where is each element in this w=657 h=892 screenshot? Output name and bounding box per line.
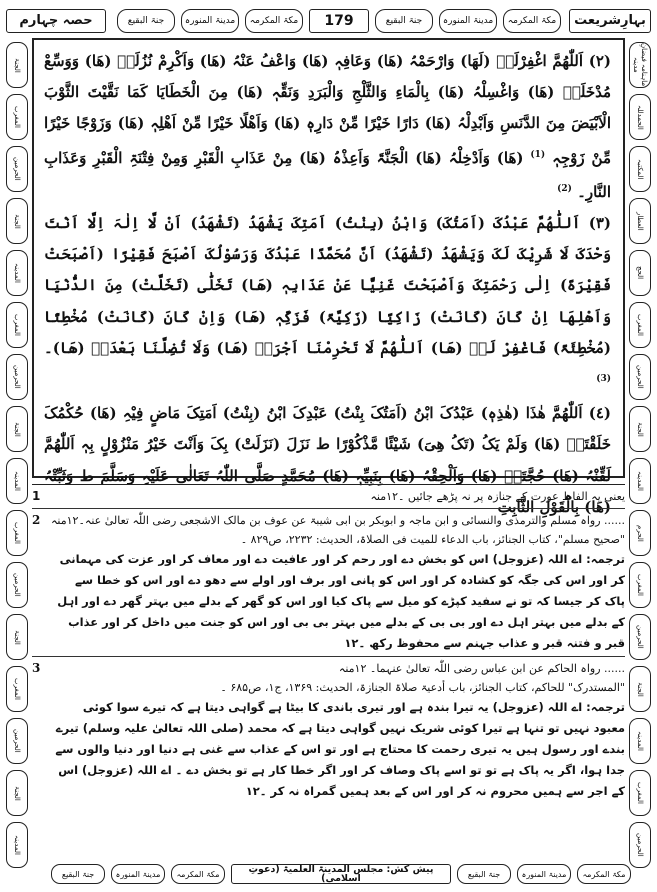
footnote-text: ...... رواہ الحاکم عن ابن عباس رضی اللّٰہ تعالیٰ عنہما۔ ۱۲منہ bbox=[338, 662, 625, 675]
prayer-4: (٤) اَللّٰھُمَّ ھٰذَا (ھٰذِہٖ) عَبْدُکَ ابْنُ (اَمَتُکَ بِنْتُ) عَبْدِکَ ابْنُ (بِنْتُ) اَمَتِکَ مَاضٍ فِیْہِ (ھَا) حُکْمُکَ خَلَقْتَہٗ (ھَا) وَلَمْ یَکُ (تَکُ ھِیَ) شَیْئًا مَّذْکُوْرًا ط نَزَلَ (نَزَلَتْ) بِکَ وَاَنْتَ خَیْرُ مَنْزُوْلٍ بِہٖ اَللّٰھُمَّ لَقِّنْہُ (ھَا) حُجَّتَہٗ (ھَا) وَاَلْحِقْہُ (ھَا) بِنَبِیِّہٖ (ھَا) مُحَمَّدٍ صَلَّی اللّٰہُ تَعَالٰی عَلَیْہِ وَسَلَّمَ ط وَثَبِّتْہُ (ھَا) بِالْقَوْلِ الثَّابِتِ bbox=[44, 404, 611, 516]
right-side-strip bbox=[629, 38, 651, 878]
side-tab: المدینہ bbox=[629, 458, 651, 504]
side-tab: المغرب bbox=[6, 302, 28, 348]
side-tab: المدینہ bbox=[6, 822, 28, 868]
side-tab: المکتبہ bbox=[629, 146, 651, 192]
side-tab: الجنۃ bbox=[6, 770, 28, 816]
prayer-2-text: (٢) اَللّٰھُمَّ اغْفِرْلَہٗ (لَھَا) وَارْحَمْہُ (ھَا) وَعَافِہٖ (ھَا) وَاعْفُ عَنْہُ (ھَا) وَاَکْرِمْ نُزُلَہٗ (ھَا) وَوَسِّعْ مُدْخَلَہٗ (ھَا) وَاغْسِلْہُ (ھَا) بِالْمَاءِ وَالثَّلْجِ وَالْبَرَدِ وَنَقِّہٖ (ھَا) مِنَ الْخَطَایَا کَمَا نَقَّیْتَ الثَّوْبَ الْاَبْیَضَ مِنَ الدَّنَسِ وَاَبْدِلْہُ (ھَا) دَارًا خَیْرًا مِّنْ دَارِہٖ (ھَا) وَاَھْلًا خَیْرًا مِّنْ اَھْلِہٖ (ھَا) وَزَوْجًا خَیْرًا مِّنْ زَوْجِہٖ bbox=[44, 52, 611, 167]
page-footer bbox=[6, 862, 651, 886]
page-header bbox=[6, 6, 651, 34]
footer-badge: مدینۃ المنورہ bbox=[111, 864, 165, 884]
footer-badge: مدینۃ المنورہ bbox=[517, 864, 571, 884]
footnote-number: 3 bbox=[32, 661, 41, 675]
side-tab: الحرمین bbox=[629, 354, 651, 400]
footnote-separator bbox=[32, 508, 625, 509]
side-tab: المغرب bbox=[629, 770, 651, 816]
side-tab: الحرمین bbox=[629, 614, 651, 660]
side-tab: الحرمین bbox=[6, 562, 28, 608]
part-label: حصہ چہارم bbox=[6, 9, 106, 33]
footer-badge: مکۃ المکرمہ bbox=[171, 864, 225, 884]
side-tab: المغرب bbox=[6, 94, 28, 140]
side-tab: الحمدللہ bbox=[629, 94, 651, 140]
side-tab: ماہنامہ فیضانِ مدینہ bbox=[629, 42, 651, 88]
side-tab: العطار bbox=[629, 198, 651, 244]
side-tab: المدینہ bbox=[6, 250, 28, 296]
side-tab: المغرب bbox=[6, 510, 28, 556]
side-tab: الحرمین bbox=[6, 718, 28, 764]
header-badge: مدینۃ المنورہ bbox=[181, 9, 239, 33]
prayer-3 bbox=[44, 208, 611, 398]
side-tab: الجنۃ bbox=[6, 42, 28, 88]
footnote-ref-3[interactable]: (3) bbox=[596, 374, 611, 385]
side-tab: الحرمین bbox=[6, 146, 28, 192]
header-badge: مکۃ المکرمہ bbox=[503, 9, 561, 33]
footer-badge: جنۃ البقیع bbox=[51, 864, 105, 884]
footnote-ref-1[interactable]: (1) bbox=[530, 149, 546, 160]
side-tab: الجنۃ bbox=[6, 406, 28, 452]
footer-badge: مکۃ المکرمہ bbox=[577, 864, 631, 884]
publisher-credit: پیش کش: مجلس المدینۃ العلمیۃ (دعوتِ اسلامی) bbox=[231, 864, 451, 884]
footnote-3-reference: "المستدرک" للحاکم، کتاب الجنائز، باب أدعیۃ صلاۃ الجنازۃ، الحدیث: ۱۳۶۹، ج۱، ص۶۸۵ ۔ bbox=[220, 681, 625, 694]
footnote-2-reference: "صحیح مسلم"، کتاب الجنائز، باب الدعاء للمیت فی الصلاۃ، الحدیث: ۲۲۳۲، ص۸۲۹ ۔ bbox=[240, 533, 625, 546]
footnote-3-source bbox=[32, 659, 625, 678]
side-tab: الجنۃ bbox=[629, 406, 651, 452]
arabic-prayers bbox=[44, 46, 611, 523]
side-tab: الحرم bbox=[629, 510, 651, 556]
side-tab: المغرب bbox=[629, 302, 651, 348]
side-tab: المغرب bbox=[629, 562, 651, 608]
prayer-3-text: (٣) اَللّٰھُمَّ عَبْدُکَ (اَمَتُکَ) وَابْنُ (بِنْتُ) اَمَتِکَ یَشْھَدُ (تَشْھَدُ) اَنْ لَّا اِلٰہَ اِلَّا اَنْتَ وَحْدَکَ لَا شَرِیْکَ لَکَ وَیَشْھَدُ (تَشْھَدُ) اَنَّ مُحَمَّدًا عَبْدُکَ وَرَسُوْلُکَ اَصْبَحَ فَقِیْرًا (اَصْبَحَتْ فَقِیْرَۃً) اِلٰی رَحْمَتِکَ وَاَصْبَحْتَ غَنِیًّا عَنْ عَذَابِہٖ (ھَا) تَخَلّٰی (تَخَلَّتْ) مِنَ الدُّنْیَا وَاَھْلِھَا اِنْ کَانَ (کَانَتْ) زَاکِیًا (زَکِیَّۃً) فَزَکِّہٖ (ھَا) وَاِنْ کَانَ (کَانَتْ) مُخْطِئًا (مُخْطِئَۃً) فَاغْفِرْ لَہٗ (ھَا) اَللّٰھُمَّ لَا تَحْرِمْنَا اَجْرَہٗ (ھَا) وَلَا تُضِلَّنَا بَعْدَہٗ (ھَا)۔ bbox=[44, 214, 611, 357]
header-badge: مکۃ المکرمہ bbox=[245, 9, 303, 33]
book-title: بہارِشریعت bbox=[569, 9, 651, 33]
footnote-text: یعنی یہ الفاظ عورت کے جنازہ پر نہ پڑھے جائیں ۔۱۲منہ bbox=[370, 490, 625, 503]
footnote-divider bbox=[32, 484, 625, 485]
footnote-2-source bbox=[32, 511, 625, 530]
prayer-2 bbox=[44, 46, 611, 208]
header-badge: جنۃ البقیع bbox=[117, 9, 175, 33]
side-tab: الحج bbox=[629, 250, 651, 296]
header-badge: مدینۃ المنورہ bbox=[439, 9, 497, 33]
footnotes bbox=[32, 484, 625, 861]
side-tab: الحرمین bbox=[629, 822, 651, 868]
page bbox=[6, 6, 651, 886]
footer-badge: جنۃ البقیع bbox=[457, 864, 511, 884]
footnote-1 bbox=[32, 487, 625, 506]
side-tab: الجنۃ bbox=[6, 614, 28, 660]
prayer-2-tail: (ھَا) وَاَدْخِلْہُ (ھَا) الْجَنَّۃَ وَاَعِذْہُ (ھَا) مِنْ عَذَابِ الْقَبْرِ وَمِنْ فِتْنَۃِ الْقَبْرِ وَعَذَابِ النَّارِ۔ bbox=[44, 148, 611, 201]
footnote-3-translation: ترجمہ: اے اللہ (عزوجل) یہ تیرا بندہ ہے اور تیری باندی کا بیٹا ہے گواہی دیتا ہے کہ تیرے سوا کوئی معبود نہیں تو تنہا ہے تیرا کوئی شریک نہیں گواہی دیتا ہے کہ محمد (صلی اللہ تعالیٰ علیہ وسلم) تیرے بندے اور رسول ہیں یہ تیری رحمت کا محتاج ہے اور تو اس کے عذاب سے غنی ہے دنیا اور دنیا والوں سے جدا ہوا، اگر یہ پاک ہے تو تو اسے پاک وصاف کر اور اگر خطا کار ہے تو بخش دے ۔ اے اللہ (عزوجل) اس کے اجر سے ہمیں محروم نہ کر اور اس کے بعد ہمیں گمراہ نہ کر ۔۱۲ bbox=[55, 700, 625, 798]
side-tab: المدینہ bbox=[629, 718, 651, 764]
left-side-strip bbox=[6, 38, 28, 878]
side-tab: المغرب bbox=[6, 666, 28, 712]
side-tab: الحرمین bbox=[6, 354, 28, 400]
side-tab: الجنۃ bbox=[6, 198, 28, 244]
footnote-separator bbox=[32, 656, 625, 657]
footnote-number: 1 bbox=[32, 489, 41, 503]
side-tab: المدینہ bbox=[6, 458, 28, 504]
side-tab: الجنۃ bbox=[629, 666, 651, 712]
footnote-text: ...... رواہ مسلم والترمذی والنسائی و ابن ماجہ و ابوبکر بن ابی شیبۃ عن عوف بن مالک الاشجعی رضی اللّٰہ تعالیٰ عنہ۔۱۲منہ bbox=[50, 514, 625, 527]
footnote-number: 2 bbox=[32, 513, 41, 527]
footnote-2-translation: ترجمہ: اے اللہ (عزوجل) اس کو بخش دے اور رحم کر اور عافیت دے اور معاف کر اور عزت کی مہمانی کر اور اس کی جگہ کو کشادہ کر اور اس کو پانی اور برف اور اولے سے دھو دے اور اس کو خطا سے پاک کر جیسا کہ تو نے سفید کپڑے کو میل سے پاک کیا اور اس کو گھر کے بدلے میں بہتر گھر دے اور اہل کے بدلے میں بہتر اہل دے اور بی بی کے بدلے میں بہتر بی بی اور اس کو جنت میں داخل کر اور عذاب قبر و فتنہ قبر و عذاب جہنم سے محفوظ رکھ ۔۱۲ bbox=[57, 552, 625, 650]
header-badge: جنۃ البقیع bbox=[375, 9, 433, 33]
footnote-ref-2[interactable]: (2) bbox=[557, 183, 572, 194]
page-number: 179 bbox=[309, 9, 369, 33]
